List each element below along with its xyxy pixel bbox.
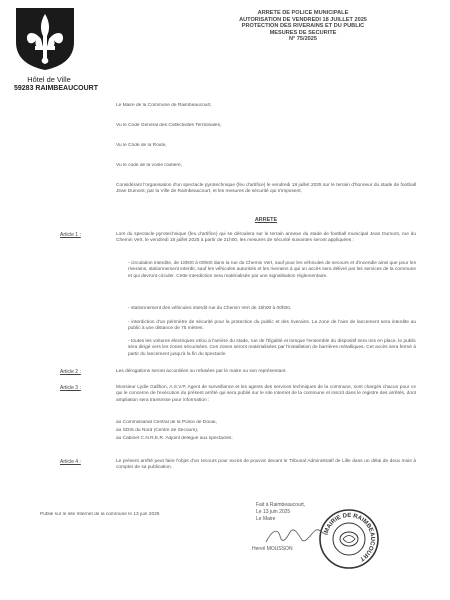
article-label: Article 3 : — [60, 385, 81, 391]
bullet-text: stationnement des véhicules interdit rue du Chemin Vert de 15h00 à 00h00, — [130, 306, 292, 311]
article-bullet — [128, 306, 416, 312]
article-text: Les dérogations seront accordées ou refusées par le maire ou son représentant. — [116, 369, 287, 374]
recipient-line: au Cabinet C.N.R.E.R. Adjoint délégué aux spectacles. — [116, 436, 233, 441]
fait-line: Le Maire — [256, 516, 276, 522]
bullet-text: circulation interdite, de 18h00 à 00h00 dans la rue du Chemin Vert, sauf pour les véhicules de secours et d'incendie ainsi que pour les riverains, stationnement interdit, sauf les véhicules autorisés et les riverains à qui un accès sera délivré par les services de la commune et qui devront circuler. Cette interdiction sera matérialisée par une signalisation réglementaire. — [128, 261, 416, 279]
visa-line: Vu le Code de la Route, — [116, 143, 167, 148]
publication-note: Publié sur le site Internet de la commune le 13 juin 2025 — [40, 512, 160, 517]
recipient-line: au Commissariat Central de la Police de Douai, — [116, 420, 217, 425]
considerant-paragraph: Considérant l'organisation d'un spectacle pyrotechnique (feu d'artifice) le vendredi 18 juillet 2025 sur le terrain d'honneur du stade de football Jean Dumont, par la Ville de Raimbeaucourt, et les mesures de sécurité qui s'imposent, — [116, 183, 416, 195]
mairie-city: 59283 RAIMBEAUCOURT — [14, 85, 99, 92]
article-text: Le présent arrêté peut faire l'objet d'un recours pour excès de pouvoir devant le Tribunal Administratif de Lille dans un délai de deux mois à compter de sa publication. — [116, 459, 416, 471]
header-line: ARRETE DE POLICE MUNICIPALE — [257, 10, 349, 16]
recipient-line: au SDIS du Nord (Centre de Secours), — [116, 428, 199, 433]
svg-text:MAIRIE DE RAIMBEAUCOURT: MAIRIE DE RAIMBEAUCOURT — [323, 512, 376, 562]
bullet-text: toutes les voitures électriques et/ou à l'arrière du stade, rue de l'Égalité et lorsque l'ensemble du dispositif sera mis en place, le public sera dirigé vers les zones sécurisées. Ces zones seront matérialisées par l'installation de barrières métalliques. Cet accès sera fermé à partir du lancement jusqu'à la fin du spectacle. — [128, 339, 416, 357]
article-bullet — [128, 339, 416, 358]
mairie-address — [14, 75, 99, 93]
bullet-marker: - — [128, 261, 131, 266]
article-bullet — [128, 320, 416, 333]
header-line: MESURES DE SECURITE — [269, 29, 337, 36]
article-text: Lors du spectacle pyrotechnique (feu d'artifice) qui se déroulera sur le terrain annexe du stade de football municipal Jean Dumont, rue du Chemin Vert, le vendredi 18 juillet 2025 à partir de 21h00, les mesures de sécurité suivantes seront appliquées : — [116, 232, 416, 244]
visa-line: Le Maire de la Commune de Raimbeaucourt, — [116, 103, 212, 108]
bullet-marker: - — [128, 320, 132, 325]
article-bullet — [128, 261, 416, 280]
header-line: PROTECTION DES RIVERAINS ET DU PUBLIC — [241, 23, 365, 30]
document-header — [228, 10, 378, 43]
bullet-marker: - — [128, 306, 131, 311]
mairie-name: Hôtel de Ville — [27, 75, 71, 84]
fait-line: Le 13 juin 2025 — [256, 509, 291, 515]
handwritten-signature — [262, 522, 332, 550]
signature-name: Hervé MOUSSON — [252, 546, 293, 552]
visa-line: Vu le code de la voirie routière, — [116, 163, 182, 168]
header-line: AUTORISATION DE VENDREDI 18 JUILLET 2025 — [239, 16, 367, 23]
article-label: Article 2 : — [60, 369, 81, 375]
bullet-marker: - — [128, 339, 132, 344]
article-label: Article 4 : — [60, 459, 81, 465]
fait-line: Fait à Raimbeaucourt, — [256, 502, 306, 508]
header-line: N° 75/2025 — [288, 36, 318, 43]
arrete-title: ARRETE — [254, 217, 278, 223]
article-text: Monsieur Lydie Gallhon, A.S.V.P, Agent de surveillance et les agents des services techniques de la commune, sont chargés chacun pour ce qui le concerne de l'exécution du présent arrêté qui sera publié sur le site internet de la commune et inscrit dans le registre des arrêtés, dont ampliation sera transmise pour information : — [116, 385, 416, 403]
bullet-text: interdiction d'un périmètre de sécurité pour la protection du public et des riverains. La zone de l'aire de lancement sera interdite au public à une distance de 75 mètres. — [128, 320, 416, 332]
visa-line: Vu le Code Général des Collectivités Territoriales, — [116, 123, 222, 128]
article-label: Article 1 : — [60, 232, 81, 238]
fleur-de-lis-logo — [14, 6, 76, 72]
